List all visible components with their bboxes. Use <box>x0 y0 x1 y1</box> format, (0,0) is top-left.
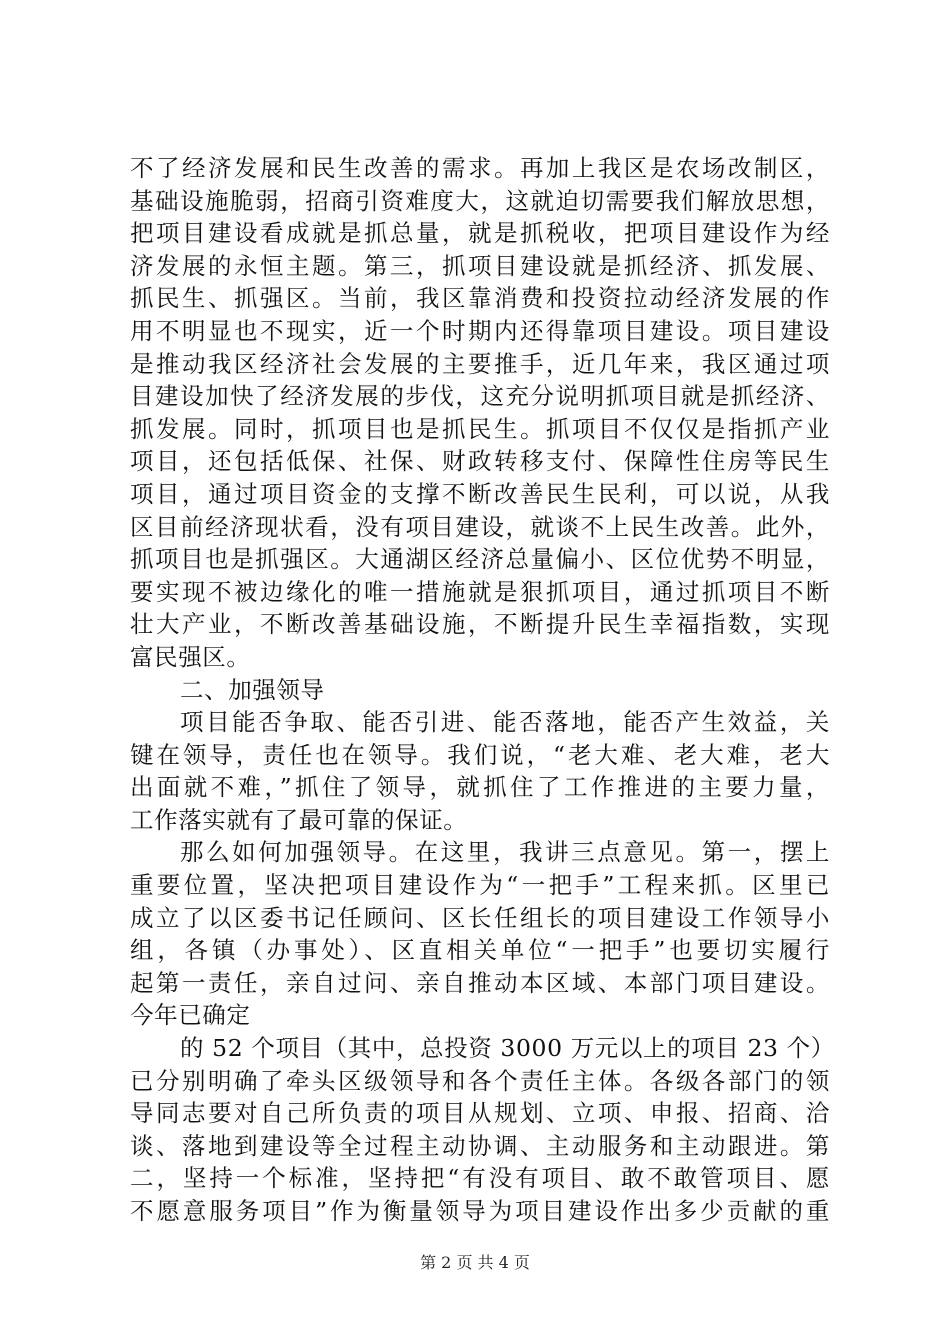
text-line: 重要位置，坚决把项目建设作为“一把手”工程来抓。区里已 <box>130 871 830 900</box>
text-line: 组，各镇（办事处）、区直相关单位“一把手”也要切实履行 <box>130 936 830 965</box>
text-line: 壮大产业，不断改善基础设施，不断提升民生幸福指数，实现 <box>130 610 830 639</box>
document-body <box>130 152 835 1228</box>
text-line: 项目，通过项目资金的支撑不断改善民生民利，可以说，从我 <box>130 479 830 508</box>
text-line: 抓民生、抓强区。当前，我区靠消费和投资拉动经济发展的作 <box>130 284 830 313</box>
text-line: 键在领导，责任也在领导。我们说，“老大难、老大难，老大 <box>130 740 830 769</box>
text-line: 起第一责任，亲自过问、亲自推动本区域、本部门项目建设。 <box>130 968 830 997</box>
text-line: 基础设施脆弱，招商引资难度大，这就迫切需要我们解放思想， <box>130 186 830 215</box>
text-line: 目建设加快了经济发展的步伐，这充分说明抓项目就是抓经济、 <box>130 382 830 411</box>
text-line: 导同志要对自己所负责的项目从规划、立项、申报、招商、洽 <box>130 1099 830 1128</box>
text-line: 济发展的永恒主题。第三，抓项目建设就是抓经济、抓发展、 <box>130 251 830 280</box>
text-line: 是推动我区经济社会发展的主要推手，近几年来，我区通过项 <box>130 349 830 378</box>
text-line: 成立了以区委书记任顾问、区长任组长的项目建设工作领导小 <box>130 903 830 932</box>
text-line: 用不明显也不现实，近一个时期内还得靠项目建设。项目建设 <box>130 316 830 345</box>
text-line: 项目，还包括低保、社保、财政转移支付、保障性住房等民生 <box>130 447 830 476</box>
text-line: 今年已确定 <box>130 1001 251 1030</box>
text-line: 二、加强领导 <box>180 675 325 704</box>
text-line: 那么如何加强领导。在这里，我讲三点意见。第一，摆上 <box>180 838 830 867</box>
text-line: 工作落实就有了最可靠的保证。 <box>130 805 468 834</box>
text-line: 要实现不被边缘化的唯一措施就是狠抓项目，通过抓项目不断 <box>130 577 830 606</box>
text-line: 把项目建设看成就是抓总量，就是抓税收，把项目建设作为经 <box>130 219 830 248</box>
page-footer: 第 2 页 共 4 页 <box>420 1253 530 1272</box>
text-line: 二，坚持一个标准，坚持把“有没有项目、敢不敢管项目、愿 <box>130 1164 830 1193</box>
text-line: 抓项目也是抓强区。大通湖区经济总量偏小、区位优势不明显， <box>130 545 830 574</box>
text-line: 不了经济发展和民生改善的需求。再加上我区是农场改制区， <box>130 154 830 182</box>
text-line: 出面就不难，”抓住了领导，就抓住了工作推进的主要力量， <box>130 773 830 802</box>
text-line: 区目前经济现状看，没有项目建设，就谈不上民生改善。此外， <box>130 512 830 541</box>
text-line: 富民强区。 <box>130 642 251 671</box>
text-line: 的 52 个项目（其中，总投资 3000 万元以上的项目 23 个） <box>180 1034 835 1063</box>
text-line: 抓发展。同时，抓项目也是抓民生。抓项目不仅仅是指抓产业 <box>130 414 830 443</box>
text-line: 不愿意服务项目”作为衡量领导为项目建设作出多少贡献的重 <box>130 1197 830 1225</box>
text-line: 项目能否争取、能否引进、能否落地，能否产生效益，关 <box>180 708 830 737</box>
text-line: 已分别明确了牵头区级领导和各个责任主体。各级各部门的领 <box>130 1066 830 1095</box>
text-line: 谈、落地到建设等全过程主动协调、主动服务和主动跟进。第 <box>130 1131 830 1160</box>
